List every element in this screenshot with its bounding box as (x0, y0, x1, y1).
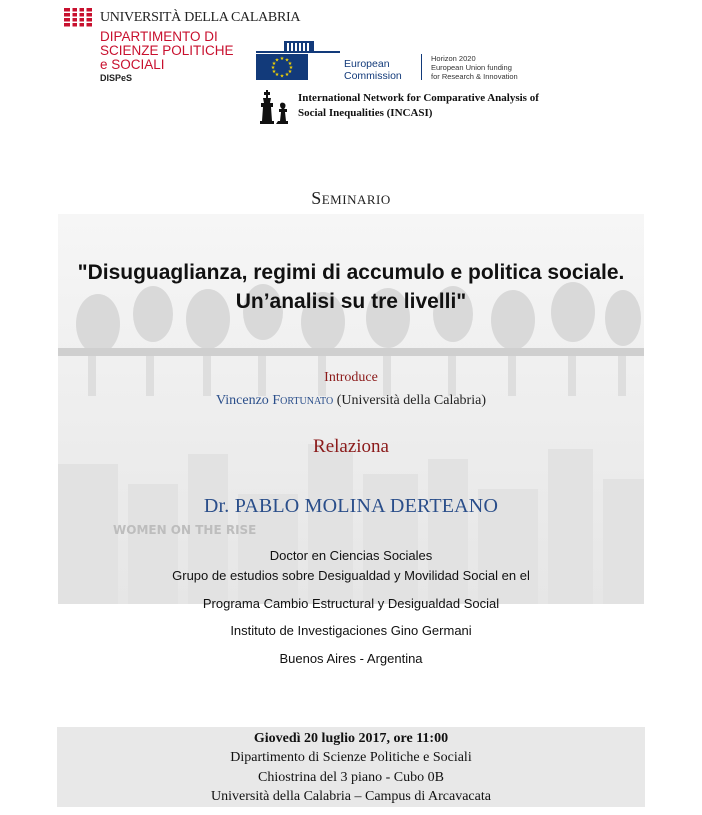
introduce-label: Introduce (324, 370, 378, 385)
horizon-line-3: for Research & Innovation (431, 72, 518, 81)
seminar-title (40, 258, 662, 316)
introducer-first-name: Vincenzo (216, 393, 273, 408)
svg-text:★: ★ (271, 61, 277, 67)
svg-text:★: ★ (271, 69, 277, 75)
speaker-affiliation-line: Buenos Aires - Argentina (279, 651, 423, 666)
event-datetime: Giovedì 20 luglio 2017, ore 11:00 (253, 731, 449, 746)
logo-divider (421, 54, 422, 80)
svg-text:★: ★ (287, 61, 293, 67)
speaker-affiliation-line: Grupo de estudios sobre Desigualdad y Movilidad Social en el (172, 568, 530, 583)
svg-text:★: ★ (288, 65, 294, 71)
introducer (0, 393, 702, 409)
speaker-affiliation-line: Instituto de Investigaciones Gino Germani (230, 623, 472, 638)
horizon-line-1: Horizon 2020 (431, 54, 476, 63)
unical-logo (64, 8, 94, 28)
introducer-last-name: Fortunato (272, 393, 334, 408)
photo-caption: WOMEN ON THE RISE (113, 523, 257, 537)
department-abbr: DISPeS (100, 73, 133, 83)
svg-text:★: ★ (279, 56, 285, 62)
university-name: UNIVERSITÀ DELLA CALABRIA (100, 10, 301, 25)
horizon-line-2: European Union funding (431, 63, 512, 72)
network-line-1: International Network for Comparative Analysis of (298, 92, 539, 104)
network-line-2: Social Inequalities (INCASI) (298, 107, 433, 119)
european-commission-building-logo (256, 40, 340, 54)
svg-text:★: ★ (284, 72, 290, 78)
event-location-line: Dipartimento di Scienze Politiche e Sociali (230, 750, 472, 765)
svg-text:★: ★ (270, 65, 276, 71)
svg-text:★: ★ (284, 57, 290, 64)
eu-flag-icon (256, 54, 308, 80)
title-line-2: Un’analisi su tre livelli" (235, 290, 467, 313)
title-line-1: "Disuguaglianza, regimi di accumulo e politica sociale. (77, 261, 625, 284)
commission-line-2: Commission (344, 70, 402, 82)
incasi-network-name (298, 91, 539, 121)
svg-text:★: ★ (287, 69, 293, 75)
svg-text:★: ★ (274, 57, 280, 64)
speaker-name: Dr. PABLO MOLINA DERTEANO (203, 495, 499, 517)
commission-line-1: European (344, 58, 390, 70)
svg-text:★: ★ (274, 72, 280, 78)
svg-text:★: ★ (279, 73, 285, 80)
event-location-line: Chiostrina del 3 piano - Cubo 0B (258, 770, 444, 785)
relaziona-label: Relaziona (313, 436, 389, 457)
department-line-1: DIPARTIMENTO DI (100, 29, 218, 44)
speaker-affiliation-line: Doctor en Ciencias Sociales (269, 548, 433, 563)
event-location-line: Università della Calabria – Campus di Arcavacata (211, 789, 491, 804)
seminar-label: Seminario (311, 188, 391, 208)
commission-name (344, 58, 402, 82)
speaker-affiliation-line: Programa Cambio Estructural y Desigualdad Social (202, 596, 500, 611)
chess-pieces-icon (256, 86, 292, 126)
department-line-2: SCIENZE POLITICHE (100, 43, 234, 58)
introducer-affiliation: (Università della Calabria) (333, 393, 486, 408)
department-line-3: e SOCIALI (100, 57, 165, 72)
horizon-2020-text (431, 54, 518, 81)
